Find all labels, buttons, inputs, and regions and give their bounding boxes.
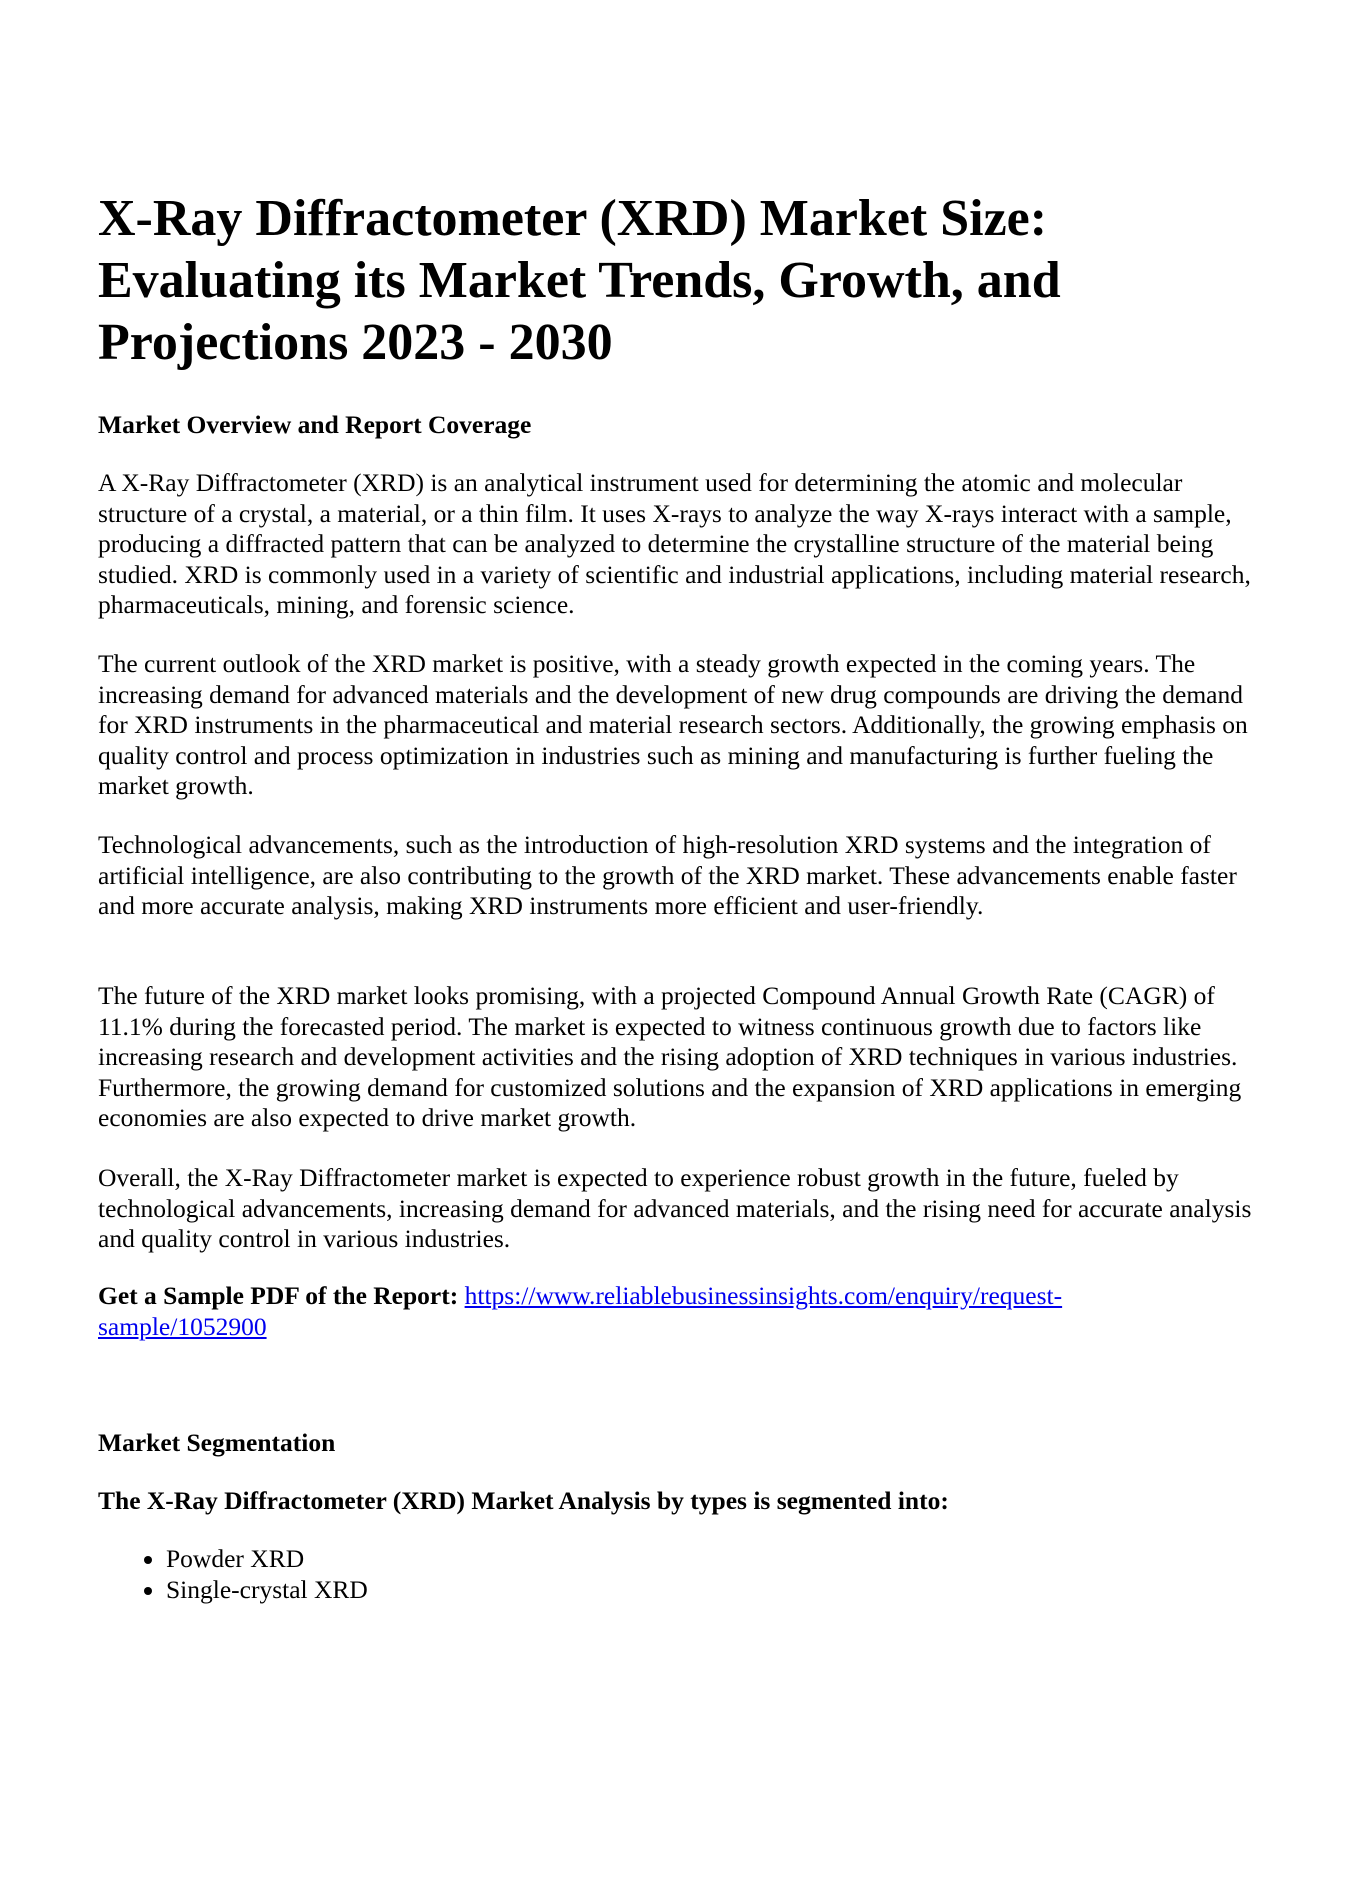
types-heading: The X-Ray Diffractometer (XRD) Market Analysis by types is segmented into: xyxy=(98,1486,949,1515)
sample-label: Get a Sample PDF of the Report: xyxy=(98,1281,459,1310)
sample-link[interactable]: https://www.reliablebusinessinsights.com/enquiry/request-sample/1052900 xyxy=(98,1281,1063,1341)
paragraph-definition: A X-Ray Diffractometer (XRD) is an analytical instrument used for determining the atomic and molecular structure of a crystal, a material, or a thin film. It uses X-rays to analyze the way X-rays interact with a sample, producing a diffracted pattern that can be analyzed to determine the crystalline structure of the material being studied. XRD is commonly used in a variety of scientific and industrial applications, including material research, pharmaceuticals, mining, and forensic science. xyxy=(98,468,1251,619)
list-item: • Powder XRD xyxy=(166,1544,1268,1575)
types-list xyxy=(98,1544,1268,1605)
paragraph-overall: Overall, the X-Ray Diffractometer market is expected to experience robust growth in the future, fueled by technological advancements, increasing demand for advanced materials, and the rising need for accurate analysis and quality control in various industries. xyxy=(98,1163,1252,1253)
sample-pdf-line xyxy=(98,1281,1208,1342)
paragraph-future: The future of the XRD market looks promising, with a projected Compound Annual Growth Rate (CAGR) of 11.1% during the forecasted period. The market is expected to witness continuous growth due to factors like increasing research and development activities and the rising adoption of XRD techniques in various industries. Furthermore, the growing demand for customized solutions and the expansion of XRD applications in emerging economies are also expected to drive market growth. xyxy=(98,981,1242,1132)
list-item: • Single-crystal XRD xyxy=(166,1575,1268,1606)
page-title: X-Ray Diffractometer (XRD) Market Size: Evaluating its Market Trends, Growth, and Projections 2023 - 2030 xyxy=(98,190,1061,371)
paragraph-outlook: The current outlook of the XRD market is positive, with a steady growth expected in the coming years. The increasing demand for advanced materials and the development of new drug compounds are driving the demand for XRD instruments in the pharmaceutical and material research sectors. Additionally, the growing emphasis on quality control and process optimization in industries such as mining and manufacturing is further fueling the market growth. xyxy=(98,649,1248,800)
paragraph-technology: Technological advancements, such as the introduction of high-resolution XRD systems and the integration of artificial intelligence, are also contributing to the growth of the XRD market. These advancements enable faster and more accurate analysis, making XRD instruments more efficient and user-friendly. xyxy=(98,830,1237,920)
segmentation-heading: Market Segmentation xyxy=(98,1428,336,1457)
overview-heading: Market Overview and Report Coverage xyxy=(98,410,532,439)
